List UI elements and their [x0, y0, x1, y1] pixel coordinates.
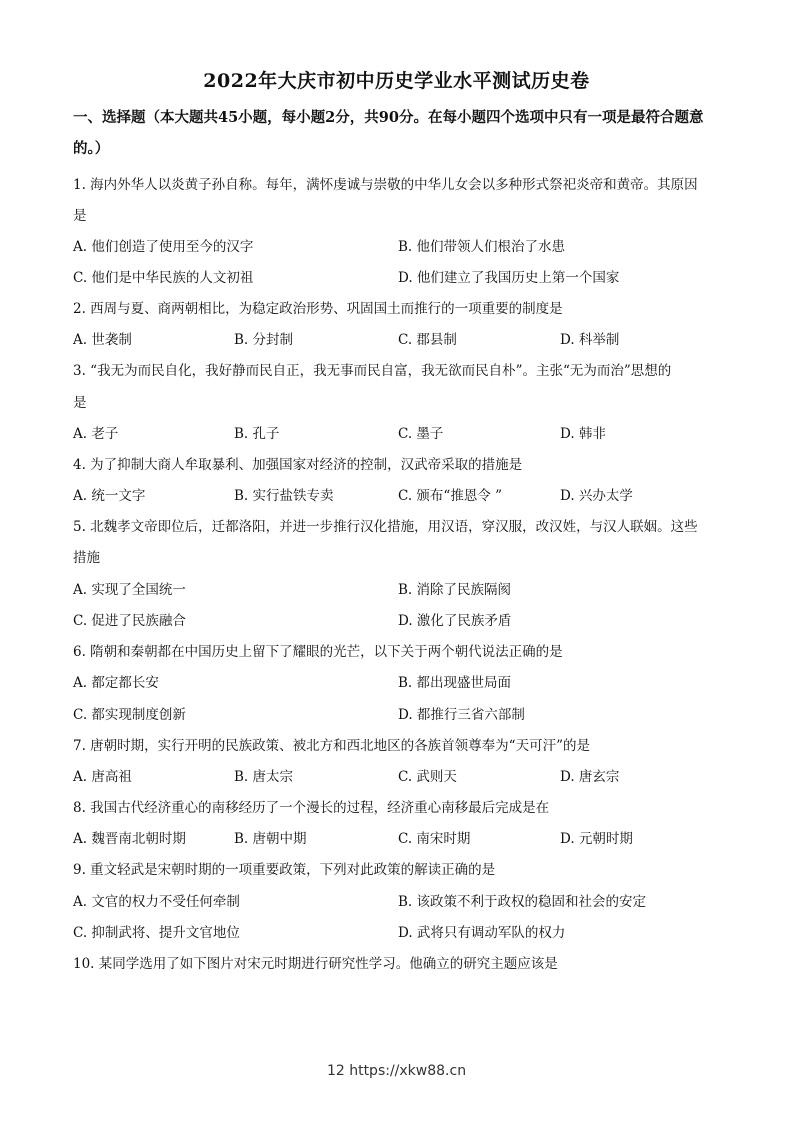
- question-3-stem: 3. “我无为而民自化，我好静而民自正，我无事而民自富，我无欲而民自朴”。主张“无为而治”思想的: [73, 363, 672, 379]
- question-8-option-b: B. 唐朝中期: [234, 831, 307, 847]
- question-9-stem: 9. 重文轻武是宋朝时期的一项重要政策，下列对此政策的解读正确的是: [73, 862, 496, 878]
- question-2-stem: 2. 西周与夏、商两朝相比，为稳定政治形势、巩固国土而推行的一项重要的制度是: [73, 301, 563, 317]
- question-3-option-c: C. 墨子: [398, 426, 444, 442]
- question-7-stem: 7. 唐朝时期，实行开明的民族政策、被北方和西北地区的各族首领尊奉为“天可汗”的是: [73, 738, 590, 754]
- question-2-option-b: B. 分封制: [234, 332, 294, 348]
- question-3-option-d: D. 韩非: [560, 426, 606, 442]
- question-6-option-d: D. 都推行三省六部制: [398, 707, 525, 723]
- question-7-option-d: D. 唐玄宗: [560, 769, 620, 785]
- question-4-stem: 4. 为了抑制大商人牟取暴利、加强国家对经济的控制，汉武帝采取的措施是: [73, 457, 523, 473]
- question-5-option-b: B. 消除了民族隔阂: [398, 582, 512, 598]
- question-7-option-a: A. 唐高祖: [73, 769, 132, 785]
- question-3-stem-cont: 是: [73, 395, 87, 411]
- question-5-option-d: D. 激化了民族矛盾: [398, 613, 512, 629]
- question-1-option-a: A. 他们创造了使用至今的汉字: [73, 239, 254, 255]
- question-4-option-c: C. 颁布“推恩令 ”: [398, 488, 503, 504]
- question-4-option-b: B. 实行盐铁专卖: [234, 488, 334, 504]
- question-9-option-b: B. 该政策不利于政权的稳固和社会的安定: [398, 894, 647, 910]
- question-3-option-a: A. 老子: [73, 426, 119, 442]
- question-2-option-d: D. 科举制: [560, 332, 620, 348]
- question-1-stem: 1. 海内外华人以炎黄子孙自称。每年，满怀虔诚与崇敬的中华儿女会以多种形式祭祀炎帝和黄帝。其原因: [73, 177, 698, 193]
- page-title: 2022年大庆市初中历史学业水平测试历史卷: [203, 70, 590, 92]
- question-9-option-a: A. 文官的权力不受任何牵制: [73, 894, 240, 910]
- question-6-stem: 6. 隋朝和秦朝都在中国历史上留下了耀眼的光芒，以下关于两个朝代说法正确的是: [73, 644, 563, 660]
- question-10-stem: 10. 某同学选用了如下图片对宋元时期进行研究性学习。他确立的研究主题应该是: [73, 956, 558, 972]
- question-1-stem-cont: 是: [73, 208, 87, 224]
- question-8-option-c: C. 南宋时期: [398, 831, 471, 847]
- question-6-option-c: C. 都实现制度创新: [73, 707, 186, 723]
- page-footer: 12 https://xkw88.cn: [326, 1063, 467, 1079]
- question-9-option-c: C. 抑制武将、提升文官地位: [73, 925, 240, 941]
- question-9-option-d: D. 武将只有调动军队的权力: [398, 925, 566, 941]
- question-7-option-b: B. 唐太宗: [234, 769, 294, 785]
- question-8-option-a: A. 魏晋南北朝时期: [73, 831, 186, 847]
- question-5-stem-cont: 措施: [73, 550, 100, 566]
- question-1-option-b: B. 他们带领人们根治了水患: [398, 239, 566, 255]
- question-5-stem: 5. 北魏孝文帝即位后，迁都洛阳，并进一步推行汉化措施，用汉语，穿汉服，改汉姓，与汉人联姻。这些: [73, 519, 698, 535]
- question-2-option-c: C. 郡县制: [398, 332, 457, 348]
- question-6-option-a: A. 都定都长安: [73, 675, 159, 691]
- question-5-option-c: C. 促进了民族融合: [73, 613, 186, 629]
- question-3-option-b: B. 孔子: [234, 426, 280, 442]
- question-7-option-c: C. 武则天: [398, 769, 457, 785]
- question-4-option-d: D. 兴办太学: [560, 488, 633, 504]
- question-8-option-d: D. 元朝时期: [560, 831, 633, 847]
- question-2-option-a: A. 世袭制: [73, 332, 132, 348]
- question-8-stem: 8. 我国古代经济重心的南移经历了一个漫长的过程，经济重心南移最后完成是在: [73, 800, 550, 816]
- question-6-option-b: B. 都出现盛世局面: [398, 675, 512, 691]
- question-1-option-c: C. 他们是中华民族的人文初祖: [73, 270, 254, 286]
- question-1-option-d: D. 他们建立了我国历史上第一个国家: [398, 270, 620, 286]
- question-5-option-a: A. 实现了全国统一: [73, 582, 186, 598]
- question-4-option-a: A. 统一文字: [73, 488, 146, 504]
- section-heading: 一、选择题（本大题共45小题，每小题2分，共90分。在每小题四个选项中只有一项是最符合题意的。）: [73, 109, 704, 157]
